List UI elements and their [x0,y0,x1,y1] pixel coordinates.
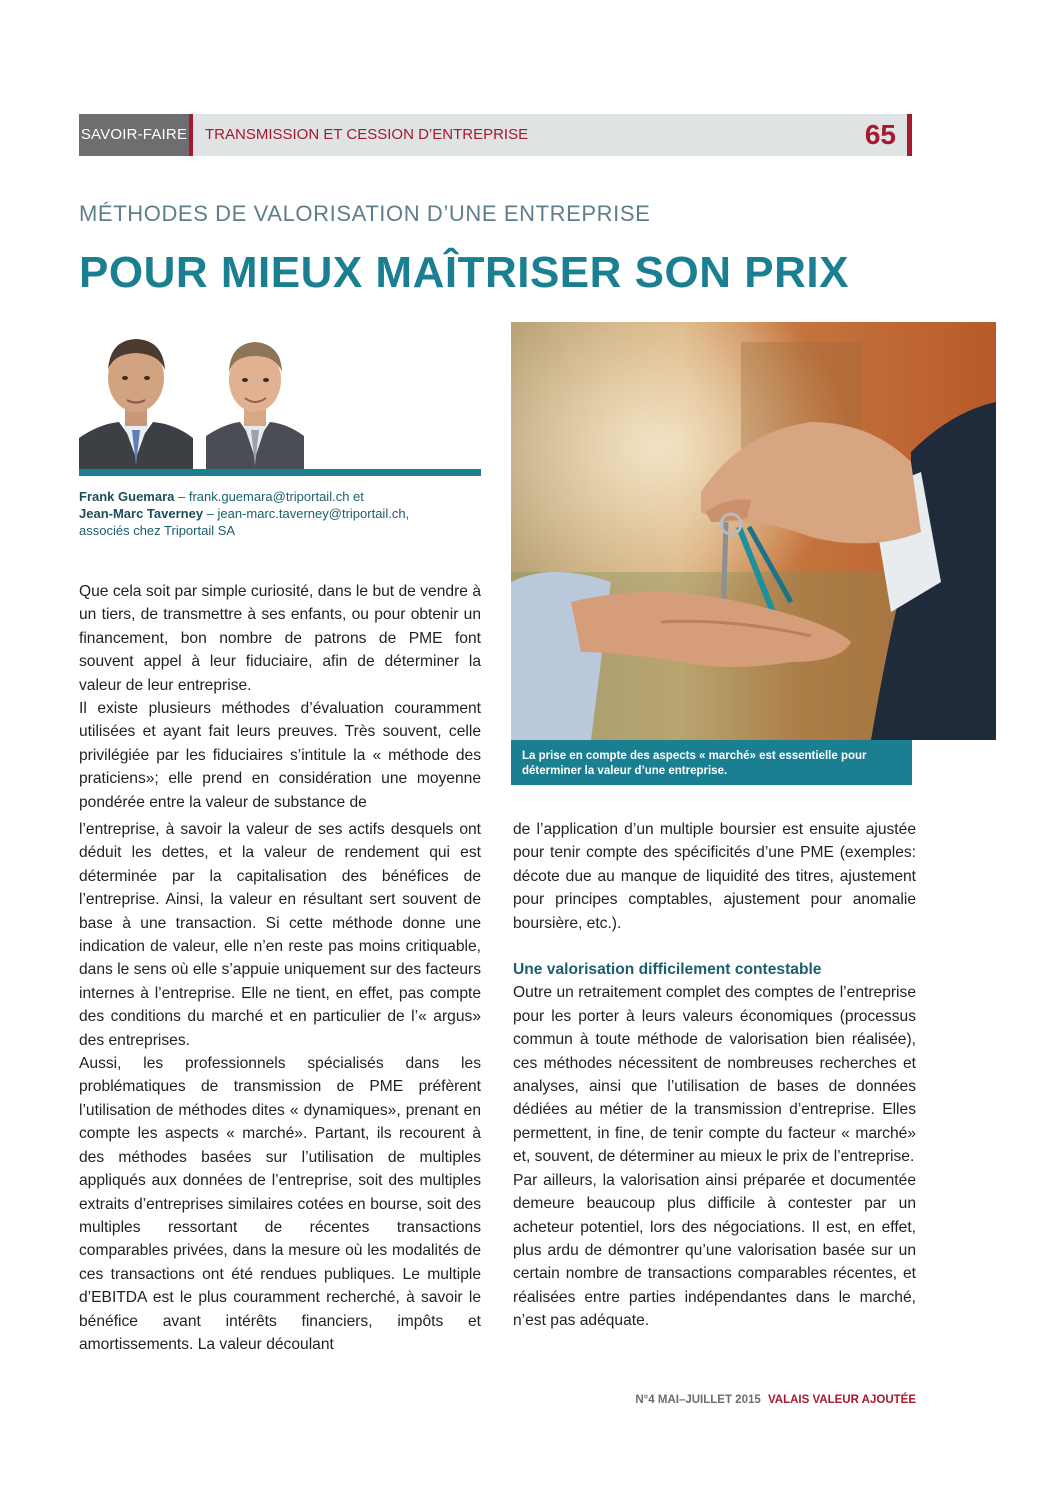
body-paragraph: de l’application d’un multiple boursier est ensuite ajustée pour tenir compte des spécificités d’une PME (exemples: décote due au manque de liquidité des titres, ajustement pour principes comptables, ajustement pour anomalie boursière, etc.). [513,821,916,932]
page-number-accent [907,114,912,156]
body-paragraph: Que cela soit par simple curiosité, dans le but de vendre à un tiers, de transmettre à ses enfants, ou pour obtenir un financement, bon nombre de patrons de PME font souvent appel à leur fiduciaire, afin de déterminer la valeur de leur entreprise. [79,583,481,694]
body-paragraph: Outre un retraitement complet des comptes de l’entreprise pour les porter à leurs valeurs économiques (processus commun à toute méthode de valorisation bien réalisée), ces méthodes nécessitent de nombreuses recherches et analyses, ainsi que l’utilisation de bases de données dédiées au métier de la transmission d’entreprise. Elles permettent, in fine, de tenir compte du facteur « marché» et, souvent, de déterminer au mieux le prix de l’entreprise. [513,984,916,1166]
author-affiliation: associés chez Triportail SA [79,523,236,538]
issue-info: N°4 MAI–JUILLET 2015 [635,1394,761,1406]
body-column-left-top [79,580,481,814]
body-column-right [513,818,916,1333]
page-number: 65 [864,119,896,150]
body-paragraph: Aussi, les professionnels spécialisés dans les problématiques de transmission de PME préfèrent l’utilisation de méthodes dites « dynamiques», prenant en compte les aspects « marché». Partant, ils recourent à des méthodes basées sur l’utilisation de multiples appliqués aux données de l’entreprise, soit des multiples extraits d’entreprises similaires cotées en bourse, soit des multiples ressortant de récentes transactions comparables privées, dans la mesure où les modalités de ces transactions ont été rendues publiques. Le multiple d’EBITDA est le plus couramment recherché, à savoir le bénéfice avant intérêts financiers, impôts et amortissements. La valeur découlant [79,1055,481,1353]
author-contact: – jean-marc.taverney@triportail.ch, [203,506,410,521]
article-kicker: MÉTHODES DE VALORISATION D’UNE ENTREPRISE [79,201,651,226]
magazine-name: VALAIS VALEUR AJOUTÉE [767,1394,916,1406]
section-tag: SAVOIR-FAIRE [79,114,189,156]
section-separator [189,114,193,156]
body-column-left-bottom [79,818,481,1356]
author-photo-taverney [206,326,304,470]
article-photo-keys-handover [511,322,996,740]
section-header-bar [79,114,912,156]
topic-title: TRANSMISSION ET CESSION D’ENTREPRISE [205,126,529,143]
body-paragraph: Par ailleurs, la valorisation ainsi préparée et documentée demeure beaucoup plus difficile à contester par un acheteur potentiel, lors des négociations. Il est, en effet, plus ardu de démontrer qu’une valorisation basée sur un certain nombre de transactions comparables récentes, et réalisées entre parties indépendantes dans le marché, n’est pas adéquate. [513,1171,916,1330]
page-footer [635,1394,916,1406]
article-headline: POUR MIEUX MAÎTRISER SON PRIX [79,248,849,297]
author-contact: – frank.guemara@triportail.ch et [174,489,364,504]
author-name: Frank Guemara [79,489,175,504]
author-photo-guemara [79,326,193,470]
body-paragraph: l’entreprise, à savoir la valeur de ses actifs desquels ont déduit les dettes, et la valeur de rendement qui est déterminée par la capitalisation des bénéfices de l’entreprise. Ainsi, la valeur en résultant sert souvent de base à une transaction. Si cette méthode donne une indication de valeur, elle n’en reste pas moins critiquable, dans le sens où elle s’appuie uniquement sur des facteurs internes à l’entreprise. Elle ne tient, en effet, pas compte des conditions du marché et en particulier de l’« argus» des entreprises. [79,821,481,1049]
author-divider [79,469,481,476]
author-name: Jean-Marc Taverney [79,506,204,521]
section-subheading: Une valorisation difficilement contestable [513,961,822,979]
photo-caption: La prise en compte des aspects « marché» est essentielle pour déterminer la valeur d’une entreprise. [511,740,912,785]
body-paragraph: Il existe plusieurs méthodes d’évaluation couramment utilisées et ayant fait leurs preuves. Très souvent, celle privilégiée par les fiduciaires s’intitule la « méthode des praticiens»; elle prend en considération une moyenne pondérée entre la valeur de substance de [79,700,481,811]
author-credits [79,488,481,539]
